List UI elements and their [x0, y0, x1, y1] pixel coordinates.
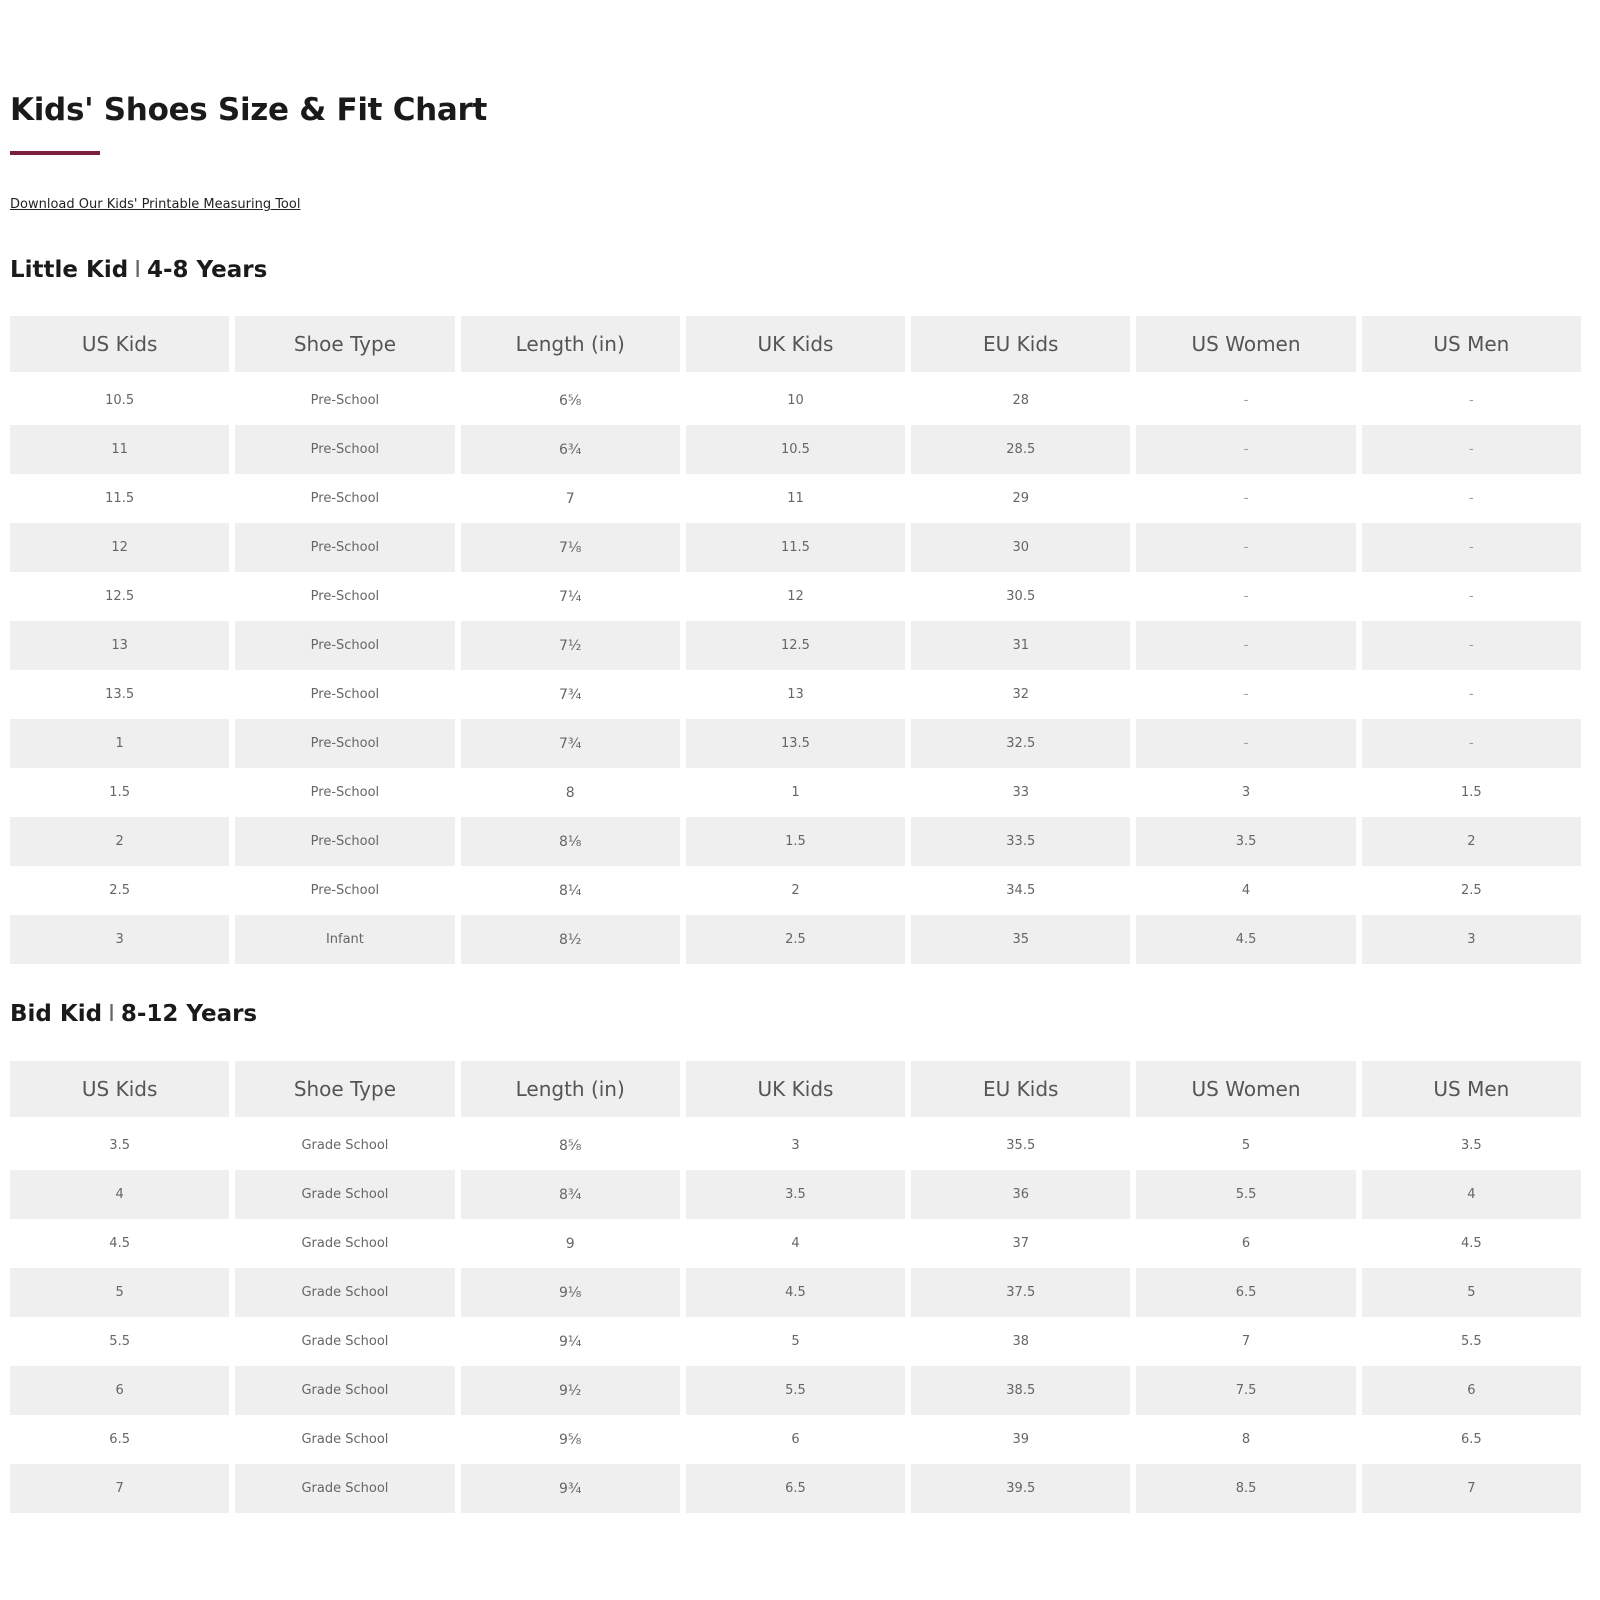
cell-us-men: 3 [1362, 915, 1581, 964]
cell-us-women: - [1136, 572, 1355, 621]
cell-shoe-type: Grade School [235, 1464, 454, 1513]
column-header-us-kids: US Kids [10, 316, 229, 376]
cell-eu-kids: 28 [911, 376, 1130, 425]
cell-uk-kids: 13 [686, 670, 905, 719]
column-header-length-in: Length (in) [461, 316, 680, 376]
cell-shoe-type: Grade School [235, 1219, 454, 1268]
cell-uk-kids: 6 [686, 1415, 905, 1464]
cell-shoe-type: Pre-School [235, 474, 454, 523]
cell-us-women: 6.5 [1136, 1268, 1355, 1317]
cell-us-women: - [1136, 425, 1355, 474]
cell-us-women: 4 [1136, 866, 1355, 915]
section-heading-separator: I [134, 257, 141, 283]
cell-eu-kids: 38 [911, 1317, 1130, 1366]
size-table-little-kid [4, 316, 1587, 964]
cell-uk-kids: 2.5 [686, 915, 905, 964]
cell-us-men: - [1362, 425, 1581, 474]
cell-uk-kids: 1.5 [686, 817, 905, 866]
table-row [10, 817, 1581, 866]
cell-us-women: 3.5 [1136, 817, 1355, 866]
cell-eu-kids: 37.5 [911, 1268, 1130, 1317]
cell-us-women: 6 [1136, 1219, 1355, 1268]
cell-us-kids: 5.5 [10, 1317, 229, 1366]
cell-eu-kids: 39 [911, 1415, 1130, 1464]
cell-eu-kids: 37 [911, 1219, 1130, 1268]
cell-us-kids: 5 [10, 1268, 229, 1317]
table-header-row [10, 1061, 1581, 1121]
cell-us-kids: 3 [10, 915, 229, 964]
cell-length-in: 7³⁄₄ [461, 670, 680, 719]
cell-length-in: 8³⁄₄ [461, 1170, 680, 1219]
cell-shoe-type: Pre-School [235, 376, 454, 425]
cell-us-women: 3 [1136, 768, 1355, 817]
table-row [10, 1464, 1581, 1513]
cell-eu-kids: 29 [911, 474, 1130, 523]
cell-us-men: 2 [1362, 817, 1581, 866]
cell-shoe-type: Grade School [235, 1268, 454, 1317]
cell-eu-kids: 33 [911, 768, 1130, 817]
cell-us-women: 8.5 [1136, 1464, 1355, 1513]
section-heading-big-kid [10, 1001, 257, 1027]
section-heading-label: Bid Kid [10, 1001, 103, 1027]
cell-us-men: - [1362, 621, 1581, 670]
cell-shoe-type: Grade School [235, 1366, 454, 1415]
cell-uk-kids: 13.5 [686, 719, 905, 768]
column-header-us-men: US Men [1362, 1061, 1581, 1121]
cell-eu-kids: 35.5 [911, 1121, 1130, 1170]
cell-us-kids: 10.5 [10, 376, 229, 425]
cell-eu-kids: 32 [911, 670, 1130, 719]
cell-us-men: - [1362, 376, 1581, 425]
cell-uk-kids: 11.5 [686, 523, 905, 572]
cell-uk-kids: 4 [686, 1219, 905, 1268]
cell-us-men: 4 [1362, 1170, 1581, 1219]
cell-us-kids: 1.5 [10, 768, 229, 817]
table-row [10, 1317, 1581, 1366]
column-header-eu-kids: EU Kids [911, 316, 1130, 376]
cell-shoe-type: Pre-School [235, 670, 454, 719]
cell-us-kids: 13 [10, 621, 229, 670]
cell-us-women: - [1136, 523, 1355, 572]
cell-length-in: 9¹⁄₂ [461, 1366, 680, 1415]
cell-us-kids: 4 [10, 1170, 229, 1219]
cell-length-in: 8⁵⁄₈ [461, 1121, 680, 1170]
table-row [10, 768, 1581, 817]
column-header-us-kids: US Kids [10, 1061, 229, 1121]
column-header-uk-kids: UK Kids [686, 316, 905, 376]
cell-shoe-type: Pre-School [235, 523, 454, 572]
column-header-us-women: US Women [1136, 1061, 1355, 1121]
cell-us-women: - [1136, 621, 1355, 670]
column-header-uk-kids: UK Kids [686, 1061, 905, 1121]
cell-us-kids: 7 [10, 1464, 229, 1513]
cell-length-in: 9¹⁄₈ [461, 1268, 680, 1317]
cell-us-women: - [1136, 719, 1355, 768]
cell-uk-kids: 10 [686, 376, 905, 425]
cell-shoe-type: Grade School [235, 1415, 454, 1464]
cell-us-men: 5.5 [1362, 1317, 1581, 1366]
cell-uk-kids: 5 [686, 1317, 905, 1366]
table-row [10, 572, 1581, 621]
cell-uk-kids: 12 [686, 572, 905, 621]
cell-length-in: 6⁵⁄₈ [461, 376, 680, 425]
cell-us-men: - [1362, 719, 1581, 768]
cell-us-men: - [1362, 572, 1581, 621]
cell-eu-kids: 28.5 [911, 425, 1130, 474]
column-header-eu-kids: EU Kids [911, 1061, 1130, 1121]
table-row [10, 1268, 1581, 1317]
cell-shoe-type: Pre-School [235, 425, 454, 474]
table-row [10, 670, 1581, 719]
cell-length-in: 8 [461, 768, 680, 817]
cell-us-women: 5.5 [1136, 1170, 1355, 1219]
cell-us-men: - [1362, 523, 1581, 572]
cell-us-kids: 3.5 [10, 1121, 229, 1170]
cell-shoe-type: Grade School [235, 1121, 454, 1170]
cell-shoe-type: Pre-School [235, 768, 454, 817]
cell-uk-kids: 4.5 [686, 1268, 905, 1317]
cell-length-in: 6³⁄₄ [461, 425, 680, 474]
cell-length-in: 8¹⁄₄ [461, 866, 680, 915]
cell-length-in: 8¹⁄₈ [461, 817, 680, 866]
size-table-big-kid [4, 1061, 1587, 1513]
cell-length-in: 9⁵⁄₈ [461, 1415, 680, 1464]
cell-us-women: 7 [1136, 1317, 1355, 1366]
cell-eu-kids: 31 [911, 621, 1130, 670]
cell-shoe-type: Grade School [235, 1317, 454, 1366]
cell-us-women: 8 [1136, 1415, 1355, 1464]
section-heading-separator: I [108, 1001, 115, 1027]
cell-us-kids: 1 [10, 719, 229, 768]
cell-uk-kids: 5.5 [686, 1366, 905, 1415]
cell-uk-kids: 12.5 [686, 621, 905, 670]
cell-us-men: 1.5 [1362, 768, 1581, 817]
table-row [10, 523, 1581, 572]
cell-length-in: 7 [461, 474, 680, 523]
cell-us-women: - [1136, 474, 1355, 523]
cell-length-in: 9³⁄₄ [461, 1464, 680, 1513]
table-row [10, 866, 1581, 915]
cell-us-women: 5 [1136, 1121, 1355, 1170]
cell-length-in: 7¹⁄₄ [461, 572, 680, 621]
cell-us-men: - [1362, 670, 1581, 719]
table-row [10, 915, 1581, 964]
cell-uk-kids: 6.5 [686, 1464, 905, 1513]
cell-eu-kids: 32.5 [911, 719, 1130, 768]
cell-us-men: 3.5 [1362, 1121, 1581, 1170]
section-heading-age-range: 4-8 Years [147, 257, 268, 283]
cell-eu-kids: 35 [911, 915, 1130, 964]
table-row [10, 621, 1581, 670]
cell-us-kids: 12 [10, 523, 229, 572]
table-row [10, 1415, 1581, 1464]
cell-us-kids: 4.5 [10, 1219, 229, 1268]
cell-us-men: 6 [1362, 1366, 1581, 1415]
cell-us-women: 7.5 [1136, 1366, 1355, 1415]
cell-eu-kids: 30.5 [911, 572, 1130, 621]
table-row [10, 474, 1581, 523]
cell-length-in: 7³⁄₄ [461, 719, 680, 768]
cell-us-kids: 11.5 [10, 474, 229, 523]
cell-uk-kids: 11 [686, 474, 905, 523]
table-row [10, 719, 1581, 768]
cell-eu-kids: 38.5 [911, 1366, 1130, 1415]
cell-eu-kids: 36 [911, 1170, 1130, 1219]
cell-us-kids: 2.5 [10, 866, 229, 915]
cell-uk-kids: 3.5 [686, 1170, 905, 1219]
cell-shoe-type: Pre-School [235, 719, 454, 768]
section-heading-age-range: 8-12 Years [120, 1001, 258, 1027]
cell-us-women: - [1136, 376, 1355, 425]
section-heading-label: Little Kid [10, 257, 129, 283]
cell-length-in: 9 [461, 1219, 680, 1268]
table-row [10, 1121, 1581, 1170]
cell-us-kids: 6.5 [10, 1415, 229, 1464]
cell-uk-kids: 2 [686, 866, 905, 915]
cell-shoe-type: Pre-School [235, 817, 454, 866]
cell-length-in: 8¹⁄₂ [461, 915, 680, 964]
column-header-length-in: Length (in) [461, 1061, 680, 1121]
cell-us-kids: 13.5 [10, 670, 229, 719]
cell-us-women: - [1136, 670, 1355, 719]
cell-us-kids: 12.5 [10, 572, 229, 621]
cell-us-kids: 6 [10, 1366, 229, 1415]
cell-uk-kids: 10.5 [686, 425, 905, 474]
cell-length-in: 7¹⁄₂ [461, 621, 680, 670]
cell-uk-kids: 3 [686, 1121, 905, 1170]
table-row [10, 1219, 1581, 1268]
cell-us-men: 2.5 [1362, 866, 1581, 915]
title-underline [10, 151, 100, 155]
table-row [10, 376, 1581, 425]
cell-uk-kids: 1 [686, 768, 905, 817]
cell-us-women: 4.5 [1136, 915, 1355, 964]
page-title: Kids' Shoes Size & Fit Chart [10, 92, 488, 128]
cell-shoe-type: Pre-School [235, 866, 454, 915]
table-row [10, 1366, 1581, 1415]
cell-us-men: 5 [1362, 1268, 1581, 1317]
cell-us-kids: 11 [10, 425, 229, 474]
cell-shoe-type: Pre-School [235, 621, 454, 670]
column-header-shoe-type: Shoe Type [235, 1061, 454, 1121]
cell-shoe-type: Pre-School [235, 572, 454, 621]
cell-us-men: - [1362, 474, 1581, 523]
cell-us-kids: 2 [10, 817, 229, 866]
table-row [10, 425, 1581, 474]
cell-length-in: 9¹⁄₄ [461, 1317, 680, 1366]
cell-shoe-type: Grade School [235, 1170, 454, 1219]
table-row [10, 1170, 1581, 1219]
cell-us-men: 6.5 [1362, 1415, 1581, 1464]
cell-us-men: 7 [1362, 1464, 1581, 1513]
cell-shoe-type: Infant [235, 915, 454, 964]
cell-us-men: 4.5 [1362, 1219, 1581, 1268]
cell-eu-kids: 39.5 [911, 1464, 1130, 1513]
column-header-shoe-type: Shoe Type [235, 316, 454, 376]
cell-eu-kids: 30 [911, 523, 1130, 572]
column-header-us-women: US Women [1136, 316, 1355, 376]
section-heading-little-kid [10, 257, 267, 283]
column-header-us-men: US Men [1362, 316, 1581, 376]
download-measuring-tool-link[interactable]: Download Our Kids' Printable Measuring Tool [10, 197, 301, 212]
cell-eu-kids: 33.5 [911, 817, 1130, 866]
cell-length-in: 7¹⁄₈ [461, 523, 680, 572]
cell-eu-kids: 34.5 [911, 866, 1130, 915]
table-header-row [10, 316, 1581, 376]
